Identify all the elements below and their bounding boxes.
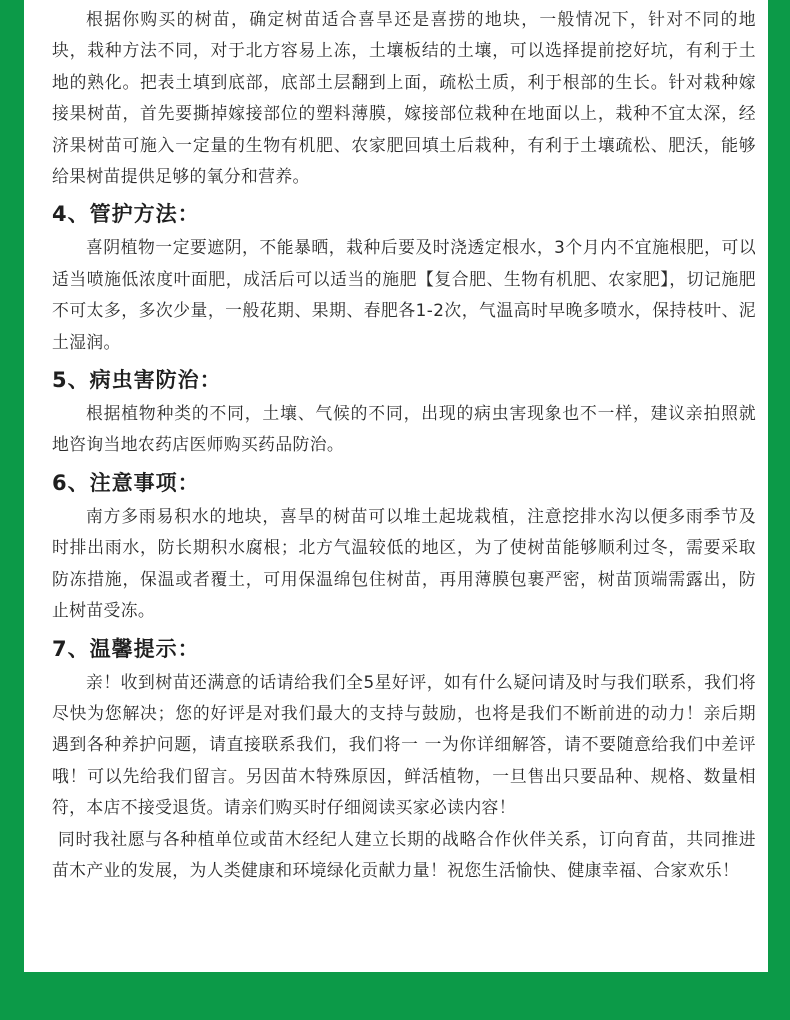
section-title-pest-control: 5、病虫害防治： bbox=[52, 368, 222, 393]
section-title-friendly-tips: 7、温馨提示： bbox=[52, 636, 200, 661]
content-panel bbox=[24, 0, 768, 972]
cooperation-paragraph: 同时我社愿与各种植单位或苗木经纪人建立长期的战略合作伙伴关系，订向育苗，共同推进苗木产业的发展，为人类健康和环境绿化贡献力量！祝您生活愉快、健康幸福、合家欢乐！ bbox=[52, 828, 756, 880]
intro-paragraph: 根据你购买的树苗，确定树苗适合喜旱还是喜捞的地块，一般情况下，针对不同的地块，栽种方法不同，对于北方容易上冻，土壤板结的土壤，可以选择提前挖好坑，有利于土地的熟化。把表土填到底部，底部土层翻到上面，疏松土质，利于根部的生长。针对栽种嫁接果树苗，首先要撕掉嫁接部位的塑料薄膜，嫁接部位栽种在地面以上，栽种不宜太深，经济果树苗可施入一定量的生物有机肥、农家肥回填土后栽种，有利于土壤疏松、肥沃，能够给果树苗提供足够的氧分和营养。 bbox=[52, 9, 756, 187]
care-methods-paragraph: 喜阴植物一定要遮阴，不能暴晒，栽种后要及时浇透定根水，3个月内不宜施根肥，可以适当喷施低浓度叶面肥，成活后可以适当的施肥【复合肥、生物有机肥、农家肥】，切记施肥不可太多，多次少量，一般花期、果期、春肥各1-2次，气温高时早晚多喷水，保持枝叶、泥土湿润。 bbox=[52, 237, 756, 352]
friendly-tips-paragraph: 亲！收到树苗还满意的话请给我们全5星好评，如有什么疑问请及时与我们联系，我们将尽快为您解决；您的好评是对我们最大的支持与鼓励，也将是我们不断前进的动力！亲后期遇到各种养护问题，请直接联系我们，我们将一 一为你详细解答，请不要随意给我们中差评哦！可以先给我们留言。另因苗木特殊原因，鲜活植物，一旦售出只要品种、规格、数量相符，本店不接受退货。请亲们购买时仔细阅读买家必读内容！ bbox=[52, 671, 756, 818]
precautions-paragraph: 南方多雨易积水的地块，喜旱的树苗可以堆土起垅栽植，注意挖排水沟以便多雨季节及时排出雨水，防长期积水腐根；北方气温较低的地区，为了使树苗能够顺利过冬，需要采取防冻措施，保温或者覆土，可用保温绵包住树苗，再用薄膜包裹严密，树苗顶端需露出，防止树苗受冻。 bbox=[52, 505, 756, 621]
section-title-care-methods: 4、管护方法： bbox=[52, 202, 200, 227]
pest-control-paragraph: 根据植物种类的不同，土壤、气候的不同，出现的病虫害现象也不一样，建议亲拍照就地咨询当地农药店医师购买药品防治。 bbox=[52, 403, 756, 455]
section-title-precautions: 6、注意事项： bbox=[52, 470, 200, 495]
